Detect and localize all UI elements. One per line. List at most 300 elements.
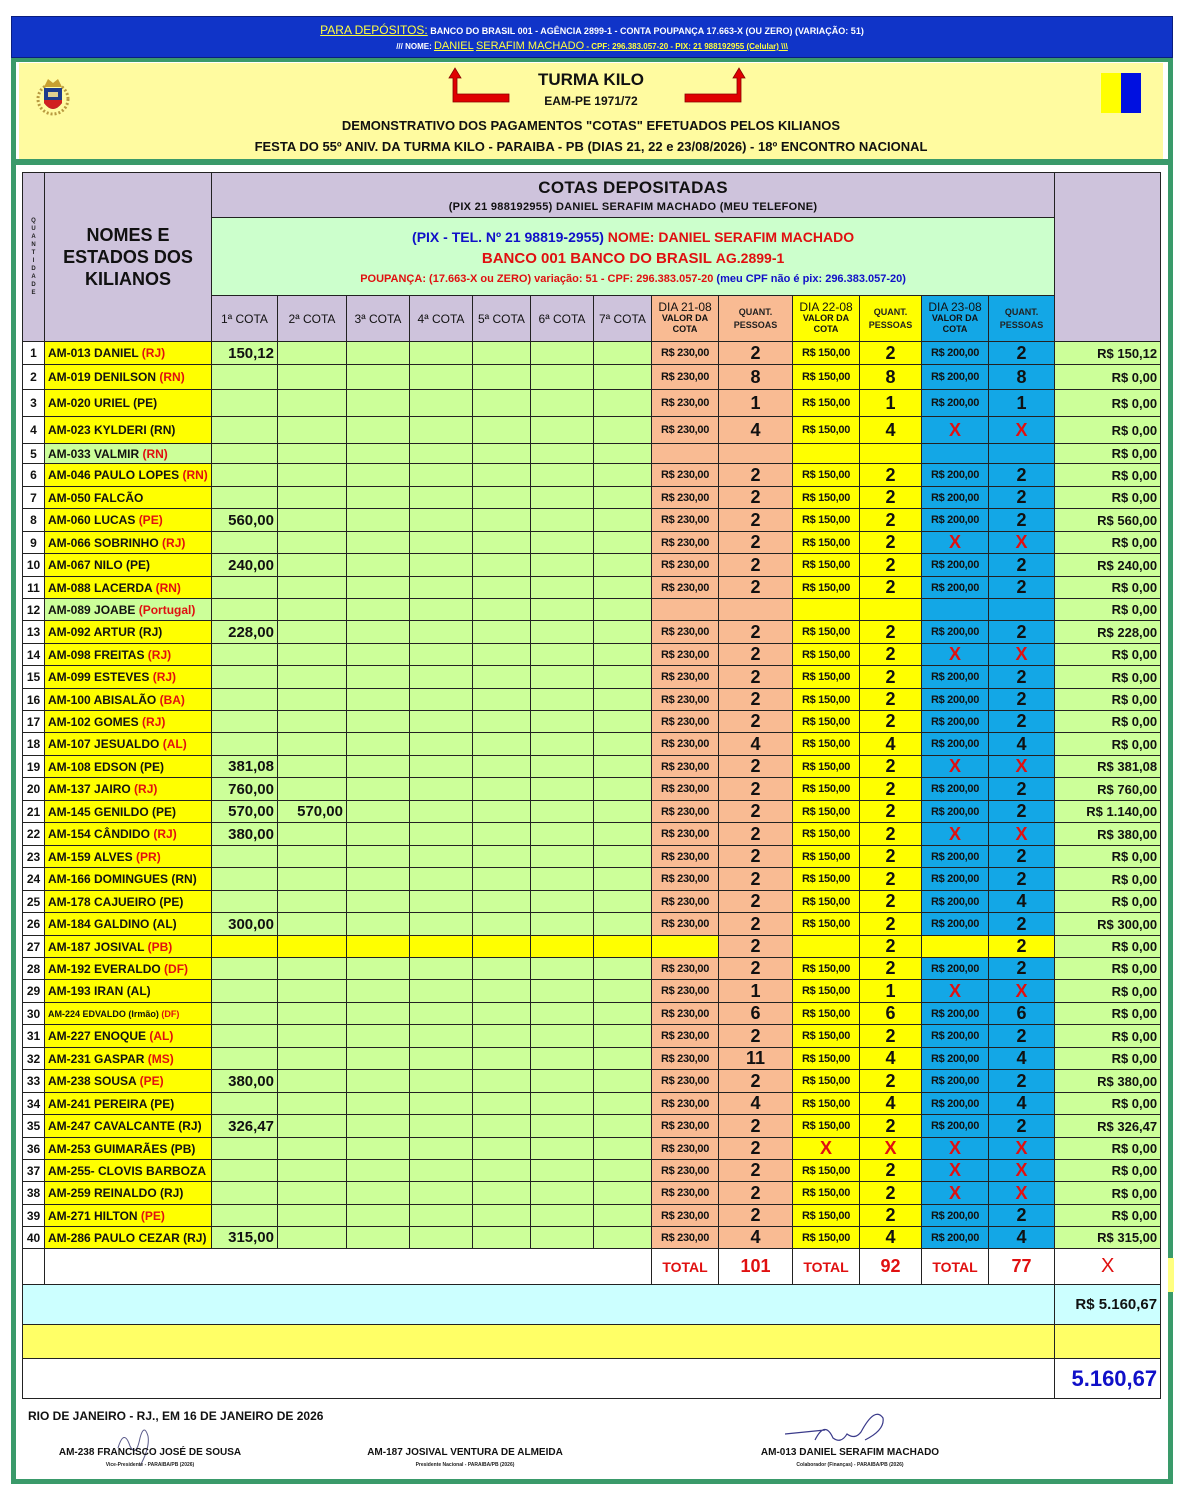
cota-4 — [410, 577, 473, 599]
member-name: AM-107 JESUALDO — [48, 737, 163, 751]
member-name: AM-089 JOABE — [48, 602, 139, 617]
day2-quantity: 2 — [860, 689, 922, 711]
day1-value: R$ 230,00 — [652, 823, 719, 846]
day1-quantity — [719, 444, 793, 464]
day3-value: R$ 200,00 — [922, 846, 989, 868]
cota-3 — [347, 868, 410, 891]
member-name-cell — [45, 801, 212, 823]
member-state: (RJ) — [162, 535, 186, 550]
cota-7 — [594, 1227, 652, 1249]
day3-value: R$ 200,00 — [922, 365, 989, 390]
cota-1: 381,08 — [212, 756, 278, 778]
cota-7 — [594, 913, 652, 936]
cota-4 — [410, 1227, 473, 1249]
row-total: R$ 0,00 — [1055, 891, 1161, 913]
cota-5 — [473, 1138, 531, 1160]
member-name-cell — [45, 554, 212, 577]
day3-value: R$ 200,00 — [922, 577, 989, 599]
cota-3 — [347, 823, 410, 846]
row-total: R$ 0,00 — [1055, 1182, 1161, 1205]
day1-value: R$ 230,00 — [652, 1205, 719, 1227]
cota-5 — [473, 644, 531, 666]
member-name: AM-286 PAULO CEZAR — [48, 1230, 184, 1245]
cota-3 — [347, 733, 410, 756]
day3-quantity: 2 — [989, 666, 1055, 689]
day3-quantity: 2 — [989, 509, 1055, 532]
day3-value — [922, 599, 989, 621]
table-row — [23, 733, 1161, 756]
page-title: TURMA KILO — [537, 70, 645, 89]
cota-6 — [531, 980, 594, 1003]
cota-7 — [594, 390, 652, 417]
day3-quantity: X — [989, 417, 1055, 444]
day3-value: R$ 200,00 — [922, 1003, 989, 1025]
member-name: AM-184 GALDINO — [48, 917, 153, 931]
cota-2 — [278, 936, 347, 958]
cota-5 — [473, 365, 531, 390]
day2-value: R$ 150,00 — [793, 644, 860, 666]
name-rest: SERAFIM MACHADO — [475, 40, 585, 52]
cota-3 — [347, 1048, 410, 1070]
cota-5 — [473, 1070, 531, 1093]
names-header: NOMES E ESTADOS DOS KILIANOS — [45, 173, 212, 342]
cota-5 — [473, 891, 531, 913]
day2-quantity: 2 — [860, 621, 922, 644]
day3-value: R$ 200,00 — [922, 1070, 989, 1093]
total-label-day1: TOTAL — [652, 1249, 719, 1285]
member-name-cell — [45, 577, 212, 599]
cota-7 — [594, 846, 652, 868]
table-row — [23, 554, 1161, 577]
cota-3 — [347, 417, 410, 444]
cota-2 — [278, 1093, 347, 1115]
total-people-day2: 92 — [860, 1249, 922, 1285]
member-state: (DF) — [161, 1008, 180, 1019]
table-row — [23, 980, 1161, 1003]
cota-1 — [212, 868, 278, 891]
member-state: (PE) — [140, 1208, 165, 1223]
day3-value: R$ 200,00 — [922, 913, 989, 936]
cota-3 — [347, 487, 410, 509]
day2-quantity: X — [860, 1138, 922, 1160]
row-total: R$ 0,00 — [1055, 365, 1161, 390]
cota-3 — [347, 936, 410, 958]
cota-2 — [278, 577, 347, 599]
cota-6 — [531, 487, 594, 509]
day2-quantity: 4 — [860, 1048, 922, 1070]
row-total: R$ 240,00 — [1055, 554, 1161, 577]
table-row — [23, 464, 1161, 487]
flag-icon — [1101, 73, 1141, 113]
cota-4 — [410, 1138, 473, 1160]
day3-quantity: 2 — [989, 958, 1055, 980]
day2-quantity: 2 — [860, 644, 922, 666]
cota-5 — [473, 487, 531, 509]
day2-value: R$ 150,00 — [793, 689, 860, 711]
day1-value: R$ 230,00 — [652, 733, 719, 756]
day1-value: R$ 230,00 — [652, 417, 719, 444]
member-name-cell — [45, 958, 212, 980]
day1-value: R$ 230,00 — [652, 390, 719, 417]
value-label: VALOR DA COTA — [802, 313, 850, 334]
cota-1 — [212, 1025, 278, 1048]
cota-1 — [212, 444, 278, 464]
member-name: AM-060 LUCAS — [48, 513, 139, 527]
cota-5 — [473, 599, 531, 621]
member-state: (PR) — [136, 849, 161, 864]
cota-7 — [594, 689, 652, 711]
member-name: AM-023 KYLDERI — [48, 423, 151, 437]
cota-5 — [473, 733, 531, 756]
day3-quantity: 2 — [989, 868, 1055, 891]
cota-6 — [531, 509, 594, 532]
quantity-header: Q U A N T I D A D E — [23, 173, 45, 342]
member-state: (RJ) — [147, 647, 172, 662]
row-number: 39 — [23, 1205, 45, 1227]
member-state: (RJ) — [160, 1186, 184, 1200]
cota-3 — [347, 1025, 410, 1048]
day2-value: R$ 150,00 — [793, 1025, 860, 1048]
day3-value: R$ 200,00 — [922, 1025, 989, 1048]
day1-value: R$ 230,00 — [652, 365, 719, 390]
day-value-header-3 — [922, 296, 989, 342]
day1-quantity: 2 — [719, 958, 793, 980]
cota-7 — [594, 980, 652, 1003]
cota-5 — [473, 1093, 531, 1115]
cota-1 — [212, 644, 278, 666]
table-row — [23, 756, 1161, 778]
cota-4 — [410, 390, 473, 417]
member-name-cell — [45, 1070, 212, 1093]
day2-value: R$ 150,00 — [793, 365, 860, 390]
day3-quantity: X — [989, 823, 1055, 846]
cota-5 — [473, 444, 531, 464]
row-number: 9 — [23, 532, 45, 554]
cota-4 — [410, 936, 473, 958]
member-name: AM-224 EDVALDO (Irmão) — [48, 1008, 162, 1019]
cotas-subtitle: (PIX 21 988192955) DANIEL SERAFIM MACHADO (MEU TELEFONE) — [448, 200, 818, 213]
member-state: (RJ) — [138, 625, 163, 639]
day2-quantity: 2 — [860, 577, 922, 599]
cota-6 — [531, 936, 594, 958]
cota-4 — [410, 644, 473, 666]
member-name-cell — [45, 846, 212, 868]
row-total: R$ 0,00 — [1055, 599, 1161, 621]
cota-4 — [410, 958, 473, 980]
cota-7 — [594, 711, 652, 733]
page-subtitle: EAM-PE 1971/72 — [544, 94, 638, 108]
cota-6 — [531, 621, 594, 644]
cpf-pix-info: - CPF: 296.383.057-20 - PIX: 21 988192955 (Celular) \\\ — [584, 42, 788, 51]
member-name: AM-019 DENILSON — [48, 370, 160, 384]
day3-value: R$ 200,00 — [922, 390, 989, 417]
row-number: 19 — [23, 756, 45, 778]
day1-value — [652, 444, 719, 464]
cota-1: 228,00 — [212, 621, 278, 644]
cota-2 — [278, 756, 347, 778]
day2-quantity: 2 — [860, 1070, 922, 1093]
day3-quantity: 1 — [989, 390, 1055, 417]
cota-6 — [531, 444, 594, 464]
day2-quantity — [860, 444, 922, 464]
day1-value: R$ 230,00 — [652, 1115, 719, 1138]
day2-value — [793, 936, 860, 958]
cota-1 — [212, 365, 278, 390]
member-name: AM-154 CÂNDIDO — [48, 827, 154, 841]
day3-value: R$ 200,00 — [922, 778, 989, 801]
day3-quantity: 2 — [989, 1025, 1055, 1048]
day1-quantity: 2 — [719, 756, 793, 778]
table-row — [23, 689, 1161, 711]
day2-value: R$ 150,00 — [793, 390, 860, 417]
member-name-cell — [45, 464, 212, 487]
cota-7 — [594, 801, 652, 823]
member-name: AM-100 ABISALÃO — [48, 692, 160, 707]
total-column-header — [1055, 173, 1161, 342]
member-state: (AL) — [162, 737, 187, 751]
pix-phone: (PIX - TEL. Nº 21 98819-2955) — [412, 228, 608, 245]
cota-1 — [212, 980, 278, 1003]
day1-quantity: 2 — [719, 801, 793, 823]
separator — [15, 159, 1169, 165]
row-total: R$ 0,00 — [1055, 980, 1161, 1003]
member-state: (PB) — [170, 1141, 196, 1156]
row-total: R$ 300,00 — [1055, 913, 1161, 936]
day1-value — [652, 936, 719, 958]
member-name: AM-050 FALCÃO — [48, 490, 144, 505]
day3-value: R$ 200,00 — [922, 666, 989, 689]
cota-2 — [278, 644, 347, 666]
cota-5 — [473, 1115, 531, 1138]
table-row — [23, 711, 1161, 733]
day2-quantity: 4 — [860, 733, 922, 756]
cota-4 — [410, 1025, 473, 1048]
row-number: 16 — [23, 689, 45, 711]
cota-3 — [347, 532, 410, 554]
cota-6 — [531, 417, 594, 444]
cota-6 — [531, 1115, 594, 1138]
cota-4 — [410, 1070, 473, 1093]
day1-quantity: 2 — [719, 532, 793, 554]
day2-quantity: 2 — [860, 509, 922, 532]
cota-4 — [410, 756, 473, 778]
day3-quantity: 2 — [989, 801, 1055, 823]
day-label: DIA 23-08 — [928, 300, 982, 314]
row-number: 36 — [23, 1138, 45, 1160]
day-quantity-header-3: QUANT. PESSOAS — [989, 296, 1055, 342]
day2-value: R$ 150,00 — [793, 417, 860, 444]
day2-value: R$ 150,00 — [793, 733, 860, 756]
day1-value: R$ 230,00 — [652, 464, 719, 487]
cota-3 — [347, 958, 410, 980]
member-name: AM-187 JOSIVAL — [48, 939, 148, 954]
cota-4 — [410, 417, 473, 444]
row-number: 30 — [23, 1003, 45, 1025]
cota-3 — [347, 1070, 410, 1093]
cota-7 — [594, 823, 652, 846]
cota-5 — [473, 417, 531, 444]
member-state: (PE) — [159, 894, 184, 909]
cota-7 — [594, 1025, 652, 1048]
day3-quantity: 2 — [989, 554, 1055, 577]
cota-7 — [594, 464, 652, 487]
member-state: (RJ) — [178, 1119, 202, 1133]
cota-5 — [473, 980, 531, 1003]
member-state: (PE) — [133, 396, 158, 410]
member-name: AM-241 PEREIRA — [48, 1096, 151, 1111]
row-total: R$ 0,00 — [1055, 846, 1161, 868]
cota-1 — [212, 711, 278, 733]
row-number: 4 — [23, 417, 45, 444]
day2-quantity: 2 — [860, 342, 922, 365]
cota-2 — [278, 823, 347, 846]
cota-1 — [212, 487, 278, 509]
cota-7 — [594, 342, 652, 365]
member-state: (PE) — [140, 759, 165, 774]
cota-2 — [278, 1025, 347, 1048]
cota-6 — [531, 868, 594, 891]
cota-7 — [594, 509, 652, 532]
cota-6 — [531, 913, 594, 936]
day2-value: R$ 150,00 — [793, 868, 860, 891]
day1-quantity: 11 — [719, 1048, 793, 1070]
cota-3 — [347, 711, 410, 733]
day2-quantity: 2 — [860, 891, 922, 913]
row-number: 40 — [23, 1227, 45, 1249]
member-name-cell — [45, 666, 212, 689]
member-state: (RN) — [155, 580, 181, 595]
cota-4 — [410, 913, 473, 936]
day2-quantity: 4 — [860, 1227, 922, 1249]
day1-quantity: 2 — [719, 1025, 793, 1048]
member-name: AM-166 DOMINGUES — [48, 872, 172, 886]
cota-2 — [278, 509, 347, 532]
member-name-cell — [45, 778, 212, 801]
member-name-cell — [45, 509, 212, 532]
cota-7 — [594, 554, 652, 577]
event-description: FESTA DO 55º ANIV. DA TURMA KILO - PARAIBA - PB (DIAS 21, 22 e 23/08/2026) - 18º ENCONTRO NACIONAL — [254, 139, 928, 154]
row-total: R$ 0,00 — [1055, 1205, 1161, 1227]
row-number: 10 — [23, 554, 45, 577]
day3-value: R$ 200,00 — [922, 1093, 989, 1115]
day1-quantity: 2 — [719, 509, 793, 532]
day2-value: R$ 150,00 — [793, 509, 860, 532]
table-row — [23, 958, 1161, 980]
day3-quantity: 4 — [989, 891, 1055, 913]
day3-value: R$ 200,00 — [922, 509, 989, 532]
row-number: 24 — [23, 868, 45, 891]
cota-7 — [594, 1138, 652, 1160]
member-state: (RJ) — [153, 827, 177, 841]
cota-2 — [278, 621, 347, 644]
table-row — [23, 1070, 1161, 1093]
day3-quantity: 6 — [989, 1003, 1055, 1025]
row-total: R$ 0,00 — [1055, 1138, 1161, 1160]
signature-block-2 — [360, 1447, 570, 1468]
day2-value: R$ 150,00 — [793, 621, 860, 644]
total-label-day3: TOTAL — [922, 1249, 989, 1285]
day2-value: R$ 150,00 — [793, 891, 860, 913]
cota-1 — [212, 464, 278, 487]
cota-2 — [278, 390, 347, 417]
cota-2 — [278, 464, 347, 487]
payments-table — [22, 172, 1161, 1399]
member-state: (PB) — [147, 939, 173, 954]
day3-quantity: X — [989, 1138, 1055, 1160]
day2-quantity: 2 — [860, 1182, 922, 1205]
table-row — [23, 365, 1161, 390]
day1-value: R$ 230,00 — [652, 689, 719, 711]
cota-7 — [594, 365, 652, 390]
cota-6 — [531, 390, 594, 417]
cota-1 — [212, 1205, 278, 1227]
cota-1: 300,00 — [212, 913, 278, 936]
cota-7 — [594, 599, 652, 621]
day3-value: R$ 200,00 — [922, 733, 989, 756]
member-state: (RJ) — [152, 670, 177, 684]
member-name-cell — [45, 936, 212, 958]
cota-5 — [473, 1205, 531, 1227]
cota-3 — [347, 913, 410, 936]
member-name-cell — [45, 1003, 212, 1025]
day2-value: R$ 150,00 — [793, 464, 860, 487]
row-total: R$ 0,00 — [1055, 958, 1161, 980]
day3-quantity: 4 — [989, 733, 1055, 756]
cota-6 — [531, 644, 594, 666]
cota-4 — [410, 1182, 473, 1205]
day2-quantity: 2 — [860, 487, 922, 509]
day3-value: R$ 200,00 — [922, 1115, 989, 1138]
table-row — [23, 417, 1161, 444]
cota-5 — [473, 913, 531, 936]
cota-7 — [594, 532, 652, 554]
cpf-note: (meu CPF não é pix: 296.383.057-20) — [716, 272, 906, 285]
day1-value: R$ 230,00 — [652, 1160, 719, 1182]
day3-quantity: 2 — [989, 1115, 1055, 1138]
cota-5 — [473, 532, 531, 554]
row-number: 35 — [23, 1115, 45, 1138]
table-row — [23, 778, 1161, 801]
day1-value: R$ 230,00 — [652, 1048, 719, 1070]
place-date: RIO DE JANEIRO - RJ., EM 16 DE JANEIRO DE 2026 — [28, 1409, 324, 1423]
member-name-cell — [45, 644, 212, 666]
table-row — [23, 342, 1161, 365]
day3-quantity: 2 — [989, 1070, 1055, 1093]
row-number: 17 — [23, 711, 45, 733]
pix-info-block — [212, 218, 1055, 296]
cota-1: 380,00 — [212, 1070, 278, 1093]
cota-1 — [212, 1182, 278, 1205]
cota-3 — [347, 1003, 410, 1025]
day3-value: X — [922, 644, 989, 666]
cota-3 — [347, 577, 410, 599]
day3-value: X — [922, 1138, 989, 1160]
cota-6 — [531, 532, 594, 554]
cota-5 — [473, 1003, 531, 1025]
cota-2 — [278, 733, 347, 756]
bank-info: BANCO DO BRASIL 001 - AGÊNCIA 2899-1 - CONTA POUPANÇA 17.663-X (OU ZERO) (VARIAÇÃO: 51) — [427, 26, 864, 36]
bank-agency: AG.2899-1 — [715, 249, 785, 266]
cota-4 — [410, 1205, 473, 1227]
day3-quantity: X — [989, 756, 1055, 778]
table-row — [23, 577, 1161, 599]
cota-3 — [347, 554, 410, 577]
row-number: 23 — [23, 846, 45, 868]
day2-value: R$ 150,00 — [793, 342, 860, 365]
table-row — [23, 644, 1161, 666]
cota-header-3: 3ª COTA — [347, 296, 410, 342]
day3-quantity — [989, 444, 1055, 464]
